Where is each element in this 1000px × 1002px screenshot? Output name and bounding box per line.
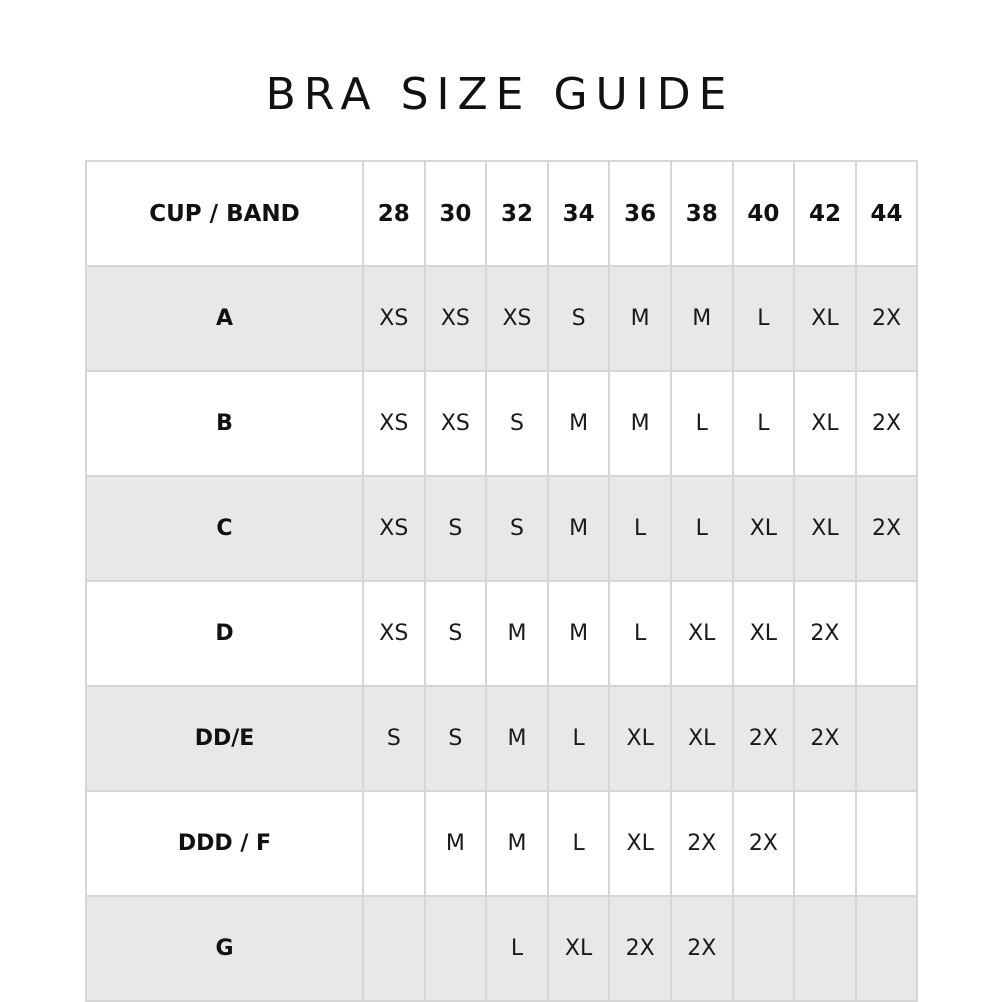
size-cell: M [671, 266, 733, 371]
cup-label: C [86, 476, 363, 581]
size-cell: L [609, 476, 671, 581]
band-header: 34 [548, 161, 610, 266]
size-cell: M [425, 791, 487, 896]
size-cell [856, 581, 918, 686]
size-cell: XL [548, 896, 610, 1001]
size-cell: M [548, 371, 610, 476]
size-cell [733, 896, 795, 1001]
size-cell: XS [425, 371, 487, 476]
band-header: 38 [671, 161, 733, 266]
size-cell: L [671, 476, 733, 581]
page-title: BRA SIZE GUIDE [265, 69, 735, 121]
size-cell: 2X [856, 476, 918, 581]
table-row [86, 371, 917, 476]
cup-label: D [86, 581, 363, 686]
size-cell: XL [733, 476, 795, 581]
size-cell: L [733, 371, 795, 476]
table-row [86, 896, 917, 1001]
band-header: 30 [425, 161, 487, 266]
table-row [86, 476, 917, 581]
size-cell: XL [609, 686, 671, 791]
size-cell: 2X [856, 266, 918, 371]
size-cell: 2X [671, 791, 733, 896]
band-header: 36 [609, 161, 671, 266]
band-header: 28 [363, 161, 425, 266]
size-cell: S [425, 581, 487, 686]
size-cell: M [609, 266, 671, 371]
size-cell: 2X [733, 791, 795, 896]
size-cell: XL [794, 371, 856, 476]
size-cell [794, 791, 856, 896]
table-row [86, 686, 917, 791]
size-cell: L [609, 581, 671, 686]
size-cell: M [548, 581, 610, 686]
size-cell: M [486, 791, 548, 896]
table-row [86, 581, 917, 686]
size-cell [856, 896, 918, 1001]
size-cell: 2X [794, 686, 856, 791]
size-cell: 2X [671, 896, 733, 1001]
size-cell: L [548, 791, 610, 896]
size-cell: S [486, 476, 548, 581]
size-cell: XS [425, 266, 487, 371]
size-cell: M [486, 686, 548, 791]
size-cell: M [609, 371, 671, 476]
band-header: 40 [733, 161, 795, 266]
size-cell: XL [671, 581, 733, 686]
size-cell [363, 791, 425, 896]
size-cell: XS [363, 581, 425, 686]
size-cell [794, 896, 856, 1001]
size-cell: S [425, 686, 487, 791]
band-header: 44 [856, 161, 918, 266]
size-cell [363, 896, 425, 1001]
cup-label: DD/E [86, 686, 363, 791]
table-row [86, 266, 917, 371]
size-cell: S [425, 476, 487, 581]
size-cell: 2X [856, 371, 918, 476]
size-cell: XL [794, 266, 856, 371]
size-cell: 2X [733, 686, 795, 791]
size-cell: L [486, 896, 548, 1001]
cup-label: DDD / F [86, 791, 363, 896]
size-cell: L [671, 371, 733, 476]
size-cell: 2X [609, 896, 671, 1001]
size-cell: S [548, 266, 610, 371]
size-cell: 2X [794, 581, 856, 686]
size-cell: XS [363, 371, 425, 476]
size-cell: M [548, 476, 610, 581]
band-header: 42 [794, 161, 856, 266]
size-table [85, 160, 918, 1002]
size-cell [856, 686, 918, 791]
band-header: 32 [486, 161, 548, 266]
size-cell: S [486, 371, 548, 476]
size-cell: XL [671, 686, 733, 791]
size-cell: XL [609, 791, 671, 896]
size-cell: XS [363, 476, 425, 581]
size-cell: XL [733, 581, 795, 686]
size-cell [856, 791, 918, 896]
cup-label: B [86, 371, 363, 476]
header-row [86, 161, 917, 266]
size-cell: XS [486, 266, 548, 371]
size-cell [425, 896, 487, 1001]
table-row [86, 791, 917, 896]
size-cell: L [548, 686, 610, 791]
size-cell: M [486, 581, 548, 686]
size-cell: S [363, 686, 425, 791]
cup-label: A [86, 266, 363, 371]
corner-header: CUP / BAND [86, 161, 363, 266]
size-cell: L [733, 266, 795, 371]
size-cell: XL [794, 476, 856, 581]
cup-label: G [86, 896, 363, 1001]
size-cell: XS [363, 266, 425, 371]
